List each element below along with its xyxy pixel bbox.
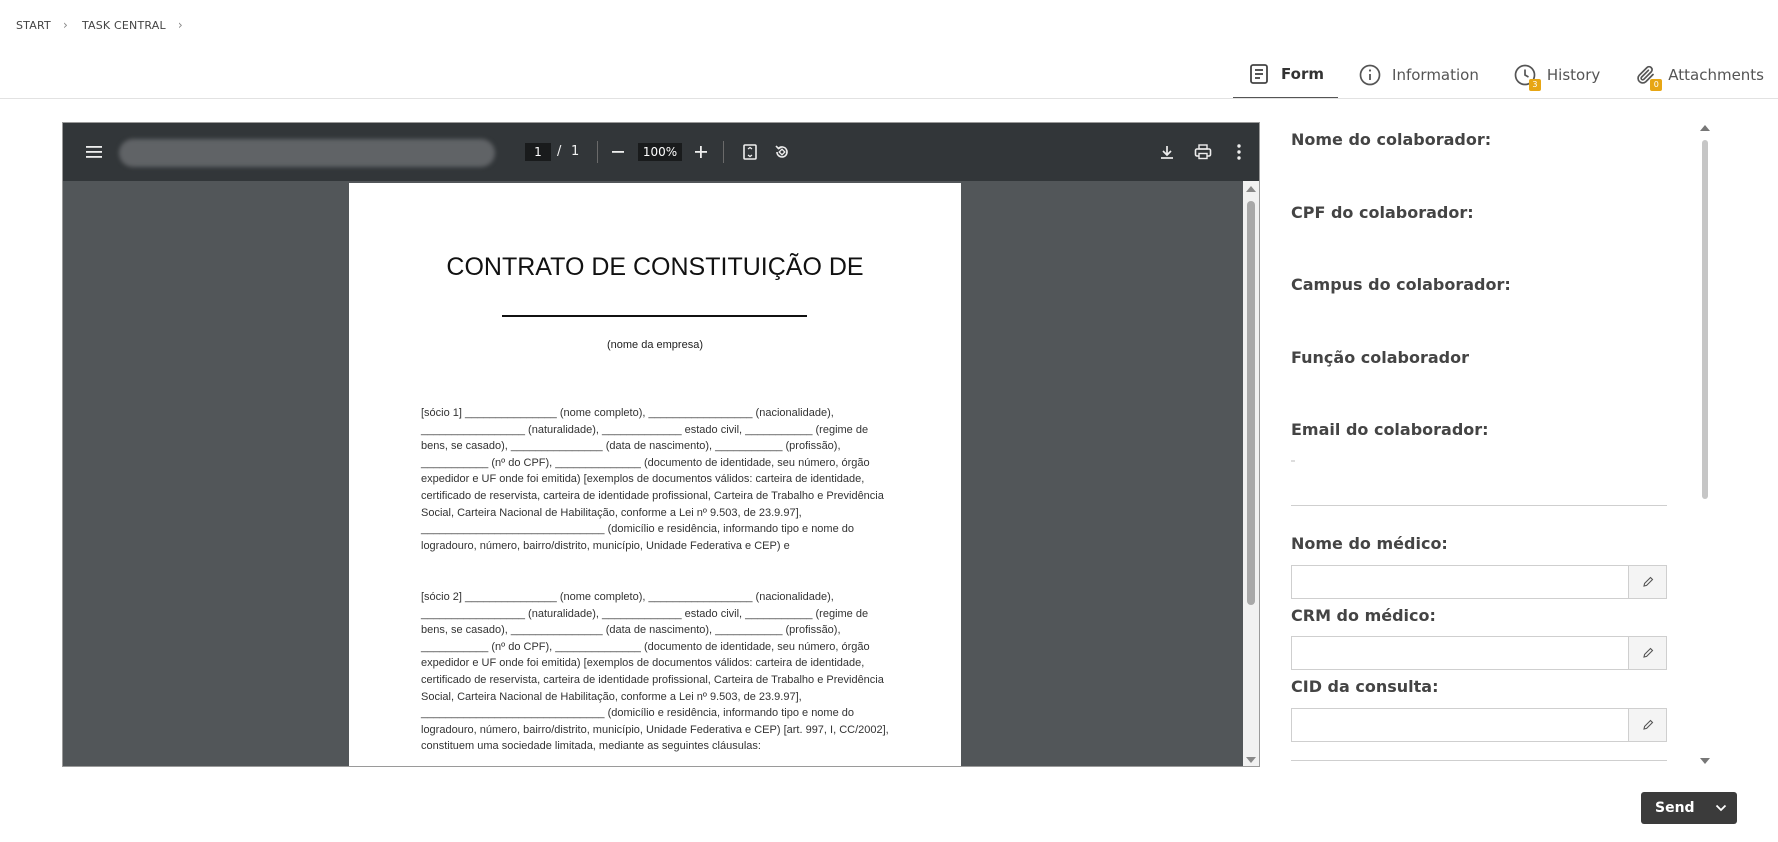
pdf-toolbar [63,123,1259,181]
pdf-page-area[interactable] [63,181,1245,767]
label-cpf-colaborador: CPF do colaborador: [1291,203,1474,222]
cid-consulta-input[interactable] [1291,708,1628,742]
history-count-badge: 3 [1529,79,1541,91]
label-cid-consulta: CID da consulta: [1291,677,1439,696]
more-options-icon[interactable] [1224,137,1254,167]
breadcrumb-task-central[interactable]: TASK CENTRAL [81,18,166,32]
zoom-out-button[interactable] [603,137,633,167]
zoom-level-input[interactable]: 100% [638,143,682,161]
label-email-colaborador: Email do colaborador: [1291,420,1489,439]
send-button[interactable] [1641,792,1737,824]
scroll-up-arrow[interactable] [1700,125,1710,131]
send-button-label: Send [1655,800,1695,816]
cid-consulta-field [1291,708,1667,742]
label-nome-medico: Nome do médico: [1291,534,1448,553]
chevron-right-icon: › [177,18,183,32]
form-icon [1247,62,1271,86]
breadcrumb [16,18,197,32]
pdf-page [349,183,961,767]
paperclip-icon [1634,63,1658,87]
label-crm-medico: CRM do médico: [1291,606,1436,625]
edit-button[interactable] [1628,636,1667,670]
section-divider [1291,760,1667,761]
rotate-icon[interactable] [767,137,797,167]
chevron-down-icon[interactable] [1705,804,1737,812]
tab-form-label: Form [1281,64,1325,83]
pdf-viewer [62,122,1260,767]
label-funcao-colaborador: Função colaborador [1291,348,1469,367]
toolbar-divider [723,141,724,163]
tab-information[interactable] [1344,50,1493,99]
print-icon[interactable] [1188,137,1218,167]
scroll-thumb[interactable] [1702,140,1708,499]
tab-bar [1227,50,1778,99]
tab-form[interactable] [1233,50,1338,99]
header-divider [0,98,1778,99]
info-icon [1358,63,1382,87]
page-total: 1 [571,144,580,159]
toolbar-divider [597,141,598,163]
email-value [1291,460,1295,462]
document-title-redacted [119,139,495,167]
crm-medico-input[interactable] [1291,636,1628,670]
edit-button[interactable] [1628,708,1667,742]
pencil-icon [1642,573,1654,592]
chevron-right-icon: › [62,18,68,32]
company-name-blank [502,315,807,317]
menu-icon[interactable] [79,137,109,167]
tab-attachments-label: Attachments [1668,65,1764,84]
form-scrollbar[interactable] [1698,122,1712,767]
label-nome-colaborador: Nome do colaborador: [1291,130,1492,149]
pdf-scrollbar[interactable] [1243,181,1259,767]
document-title: CONTRATO DE CONSTITUIÇÃO DE [446,253,864,281]
scroll-up-arrow[interactable] [1246,186,1256,192]
zoom-in-button[interactable] [686,137,716,167]
attachments-count-badge: 0 [1650,79,1662,91]
pencil-icon [1642,644,1654,663]
fit-page-icon[interactable] [735,137,765,167]
partner-1-paragraph: [sócio 1] _______________ (nome completo), _________________ (nacionalidade), _________________ (naturalidade), _____________ estado civil, ___________ (regime de bens, se casado), _______________ (data de nascimento), ___________ (profissão), ___________ (nº do CPF), ______________ (documento de identidade, seu número, órgão expedidor e UF onde foi emitida) [exemplos de documentos válidos: carteira de identidade, certificado de reservista, carteira de identidade profissional, Carteira de Trabalho e Previdência Social, Carteira Nacional de Habilitação, conforme a Lei nº 9.503, de 23.9.97], ______________________________ (domicílio e residência, informando tipo e nome do logradouro, número, bairro/distrito, município, Unidade Federativa e CEP) e [421,407,884,552]
label-campus-colaborador: Campus do colaborador: [1291,275,1511,294]
scroll-down-arrow[interactable] [1246,757,1256,763]
nome-medico-field [1291,565,1667,599]
tab-information-label: Information [1392,65,1479,84]
breadcrumb-start[interactable]: START [16,18,51,32]
crm-medico-field [1291,636,1667,670]
tab-attachments[interactable] [1620,50,1778,99]
pencil-icon [1642,716,1654,735]
document-subtitle: (nome da empresa) [607,339,703,351]
page-number-input[interactable]: 1 [525,143,551,161]
scroll-down-arrow[interactable] [1700,758,1710,764]
nome-medico-input[interactable] [1291,565,1628,599]
tab-history[interactable] [1499,50,1614,99]
tab-history-label: History [1546,65,1601,84]
partner-2-paragraph: [sócio 2] _______________ (nome completo), _________________ (nacionalidade), _________________ (naturalidade), _____________ estado civil, ___________ (regime de bens, se casado), _______________ (data de nascimento), ___________ (profissão), ___________ (nº do CPF), ______________ (documento de identidade, seu número, órgão expedidor e UF onde foi emitida) [exemplos de documentos válidos: carteira de identidade, certificado de reservista, carteira de identidade profissional, Carteira de Trabalho e Previdência Social, Carteira Nacional de Habilitação, conforme a Lei nº 9.503, de 23.9.97], ______________________________ (domicílio e residência, informando tipo e nome do logradouro, número, bairro/distrito, município, Unidade Federativa e CEP) [art. 997, I, CC/2002], constituem uma sociedade limitada, mediante as seguintes cláusulas: [421,591,889,753]
scroll-thumb[interactable] [1247,201,1255,605]
edit-button[interactable] [1628,565,1667,599]
form-panel [1270,122,1700,767]
section-divider [1291,505,1667,506]
download-icon[interactable] [1152,137,1182,167]
clock-icon [1513,63,1537,87]
page-separator: / [557,144,562,159]
